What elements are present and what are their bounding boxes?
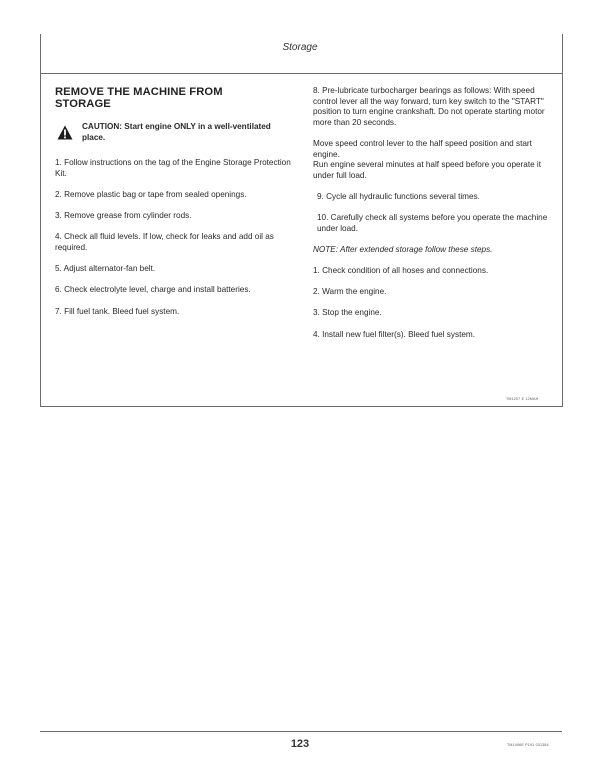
left-step-3: 3. Remove grease from cylinder rods. <box>55 211 192 221</box>
step-8-continued-line-1: Move speed control lever to the half speed position and start engine. <box>313 138 532 159</box>
after-step-1: 1. Check condition of all hoses and connections. <box>313 266 489 276</box>
after-step-2: 2. Warm the engine. <box>313 287 387 297</box>
left-step-1: 1. Follow instructions on the tag of the Engine Storage Protection Kit. <box>55 158 291 178</box>
section-code: TM1207 E 12MAH <box>506 397 539 401</box>
left-step-7: 7. Fill fuel tank. Bleed fuel system. <box>55 306 180 316</box>
step-8: 8. Pre-lubricate turbocharger bearings as follows: With speed control lever all the way forward, turn key switch to the "START" position to turn engine crankshaft. Do not operate starting motor more than 20 seconds. <box>313 86 545 127</box>
step-10: 10. Carefully check all systems before you operate the machine under load. <box>317 213 548 233</box>
storage-note: NOTE: After extended storage follow these steps. <box>313 244 493 254</box>
caution-box <box>55 122 295 143</box>
page-heading <box>55 86 295 110</box>
left-step-6: 6. Check electrolyte level, charge and install batteries. <box>55 285 251 295</box>
after-step-4: 4. Install new fuel filter(s). Bleed fuel system. <box>313 329 475 339</box>
warning-triangle-icon <box>57 125 73 140</box>
right-column <box>313 86 549 351</box>
left-step-2: 2. Remove plastic bag or tape from sealed openings. <box>55 189 247 199</box>
page-number: 123 <box>290 738 310 750</box>
left-column <box>55 86 295 328</box>
step-8-continued-line-2: Run engine several minutes at half speed before you operate it under full load. <box>313 160 542 180</box>
step-8-continued <box>313 139 549 181</box>
after-step-3: 3. Stop the engine. <box>313 308 382 318</box>
footer-rule <box>40 731 562 732</box>
section-title: Storage <box>282 42 318 53</box>
footer-code: TM1496E P191 031384 <box>507 743 549 747</box>
left-step-5: 5. Adjust alternator-fan belt. <box>55 264 156 274</box>
step-9: 9. Cycle all hydraulic functions several times. <box>317 191 480 201</box>
caution-text: CAUTION: Start engine ONLY in a well-ventilated place. <box>82 122 271 142</box>
left-step-4: 4. Check all fluid levels. If low, check for leaks and add oil as required. <box>55 232 274 252</box>
heading-line-2: STORAGE <box>55 98 111 110</box>
header-rule <box>40 73 562 74</box>
heading-line-1: REMOVE THE MACHINE FROM <box>55 86 223 98</box>
